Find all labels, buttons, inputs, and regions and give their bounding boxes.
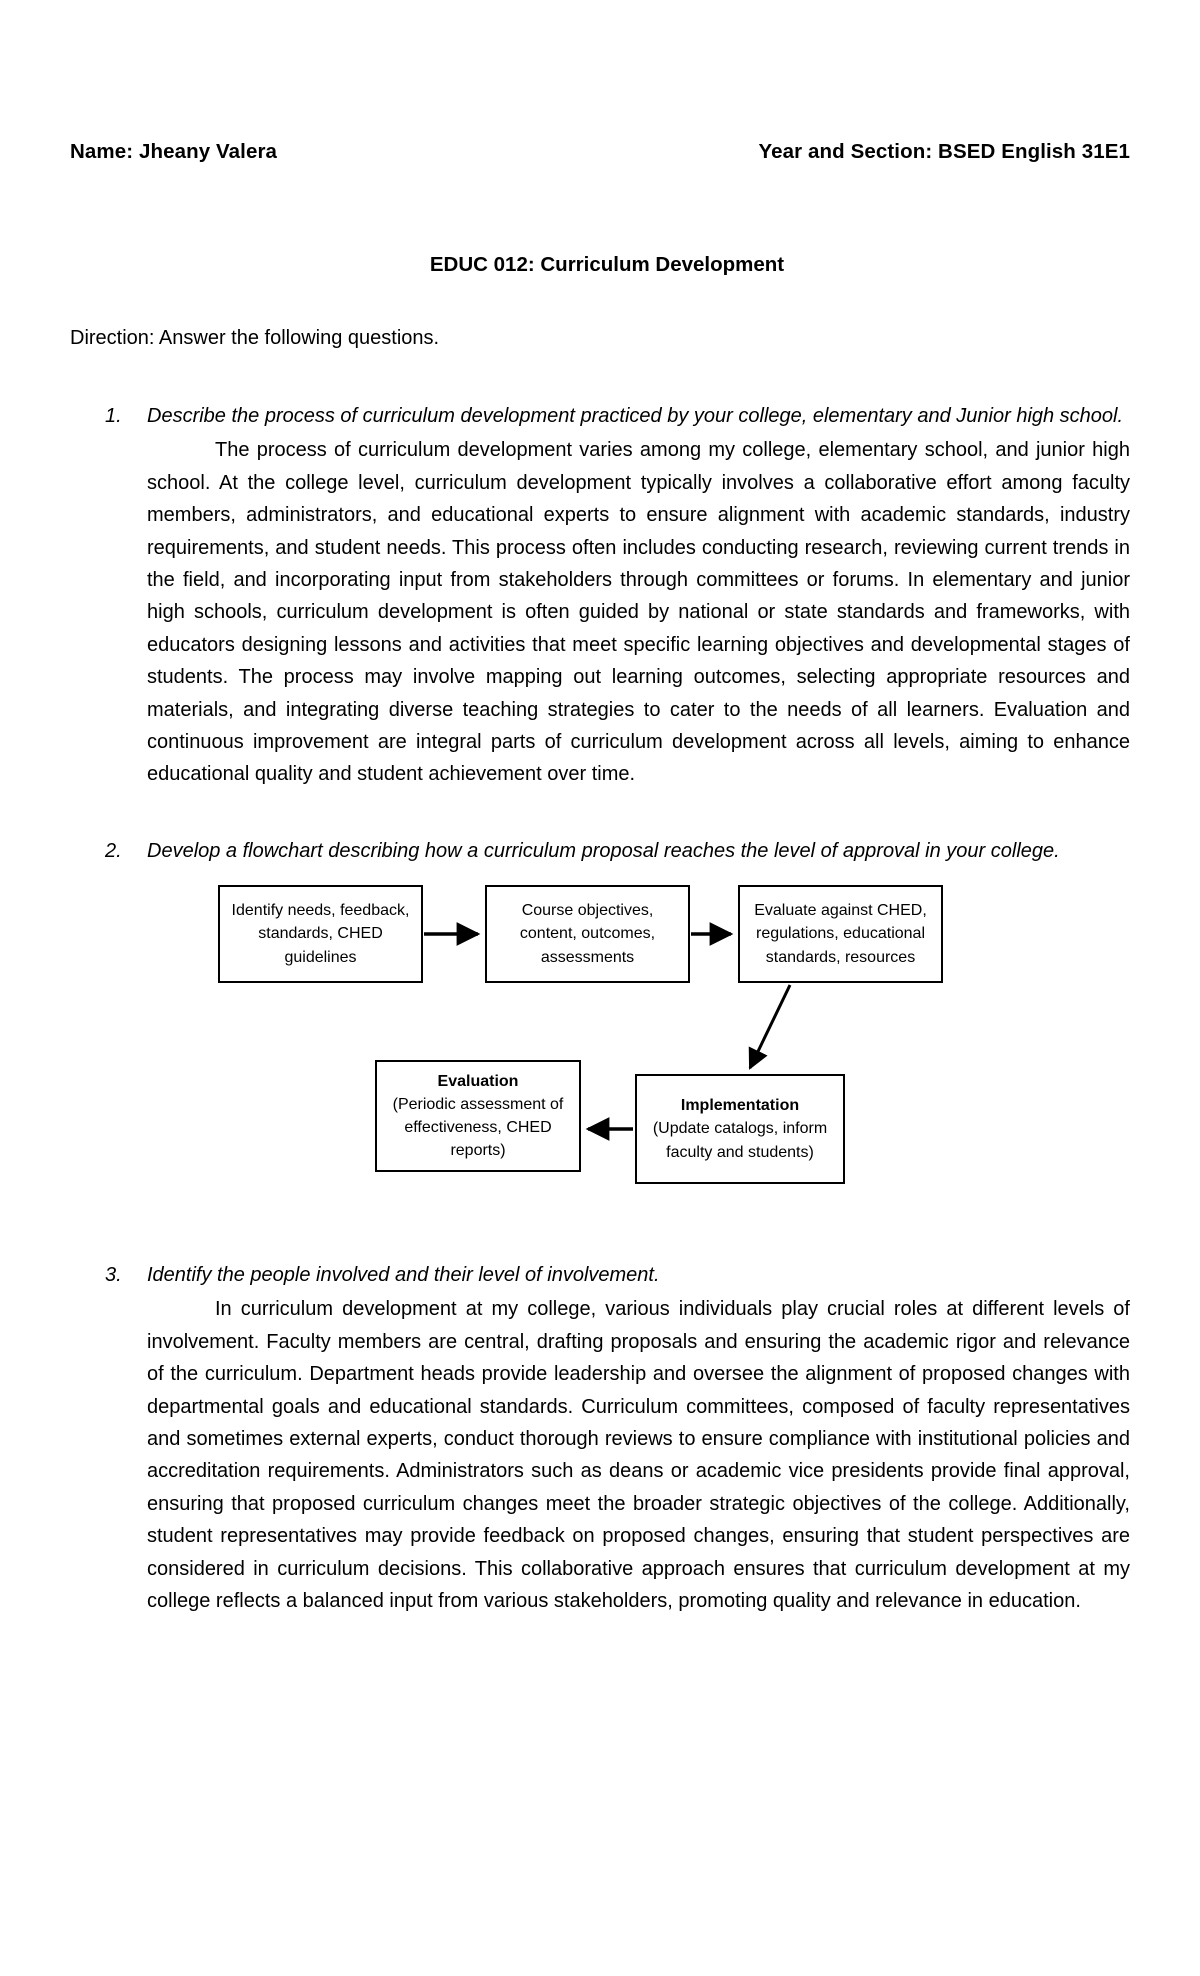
answer-3-text: In curriculum development at my college, various individuals play crucial roles at different levels of involvement. Faculty members are central, drafting proposals and ensuring the academic rigor and relevance of the curriculum. Department heads provide leadership and oversee the alignment of proposed changes with departmental goals and educational standards. Curriculum committees, composed of faculty representatives and sometimes external experts, conduct thorough reviews to ensure compliance with institutional policies and accreditation requirements. Administrators such as deans or academic vice presidents provide final approval, ensuring that proposed curriculum changes meet the broader strategic objectives of the college. Additionally, student representatives may provide feedback on proposed changes, ensuring that student perspectives are considered in curriculum decisions. This collaborative approach ensures that curriculum development at my college reflects a balanced input from various stakeholders, promoting quality and relevance in education. (147, 1298, 1130, 1612)
direction-text: Direction: Answer the following questions. (70, 327, 440, 349)
spacer (0, 791, 1200, 835)
flowchart-box-4-title: Evaluation (437, 1072, 519, 1090)
curriculum-approval-flowchart (0, 867, 1200, 1219)
question-item-1 (105, 400, 1130, 791)
flowchart-box-implementation (635, 1074, 845, 1184)
page-title: EDUC 012: Curriculum Development (429, 253, 785, 276)
flowchart-box-4-body: (Periodic assessment of effectiveness, CHED reports) (392, 1095, 564, 1160)
flowchart-box-identify-needs (218, 885, 423, 983)
question-3-text: Identify the people involved and their level of involvement. (147, 1264, 660, 1287)
question-1-number: 1. (105, 405, 122, 427)
flowchart-box-1-body: Identify needs, feedback, standards, CHED guidelines (231, 902, 410, 966)
flowchart-box-3-body: Evaluate against CHED, regulations, educational standards, resources (754, 902, 927, 966)
year-and-section: Year and Section: BSED English 31E1 (758, 140, 1130, 163)
question-2-text: Develop a flowchart describing how a curriculum proposal reaches the level of approval in your college. (147, 839, 1060, 862)
flowchart-box-evaluate-against-ched (738, 885, 943, 983)
question-1-text-wrap (105, 400, 1130, 432)
question-item-3 (105, 1259, 1130, 1617)
question-2-number: 2. (105, 839, 122, 862)
flowchart-box-2-body: Course objectives, content, outcomes, assessments (519, 902, 656, 966)
document-header (70, 140, 1130, 164)
questions-list (0, 400, 1200, 1657)
question-1-text: Describe the process of curriculum development practiced by your college, elementary and Junior high school. (147, 405, 1124, 427)
question-3-text-wrap (105, 1259, 1130, 1291)
answer-1-text: The process of curriculum development varies among my college, elementary school, and junior high school. At the college level, curriculum development typically involves a collaborative effort among faculty members, administrators, and educational experts to ensure alignment with academic standards, industry requirements, and student needs. This process often includes conducting research, reviewing current trends in the field, and incorporating input from stakeholders through committees or forums. In elementary and junior high schools, curriculum development is often guided by national or state standards and frameworks, with educators designing lessons and activities that meet specific learning objectives and developmental stages of students. The process may involve mapping out learning outcomes, selecting appropriate resources and materials, and integrating diverse teaching strategies to cater to the needs of all learners. Evaluation and continuous improvement are integral parts of curriculum development across all levels, aiming to enhance educational quality and student achievement over time. (147, 439, 1130, 786)
spacer (0, 1617, 1200, 1657)
question-item-2 (105, 835, 1130, 867)
question-3-number: 3. (105, 1264, 122, 1287)
flowchart-box-evaluation (375, 1060, 581, 1172)
flowchart-box-5-body: (Update catalogs, inform faculty and students) (652, 1120, 828, 1161)
student-name: Name: Jheany Valera (70, 140, 278, 163)
flowchart-box-5-title: Implementation (680, 1097, 800, 1115)
spacer (0, 1219, 1200, 1259)
flowchart-box-course-objectives (485, 885, 690, 983)
question-2-text-wrap (105, 835, 1130, 867)
arrow-box3-to-box5 (750, 985, 790, 1068)
